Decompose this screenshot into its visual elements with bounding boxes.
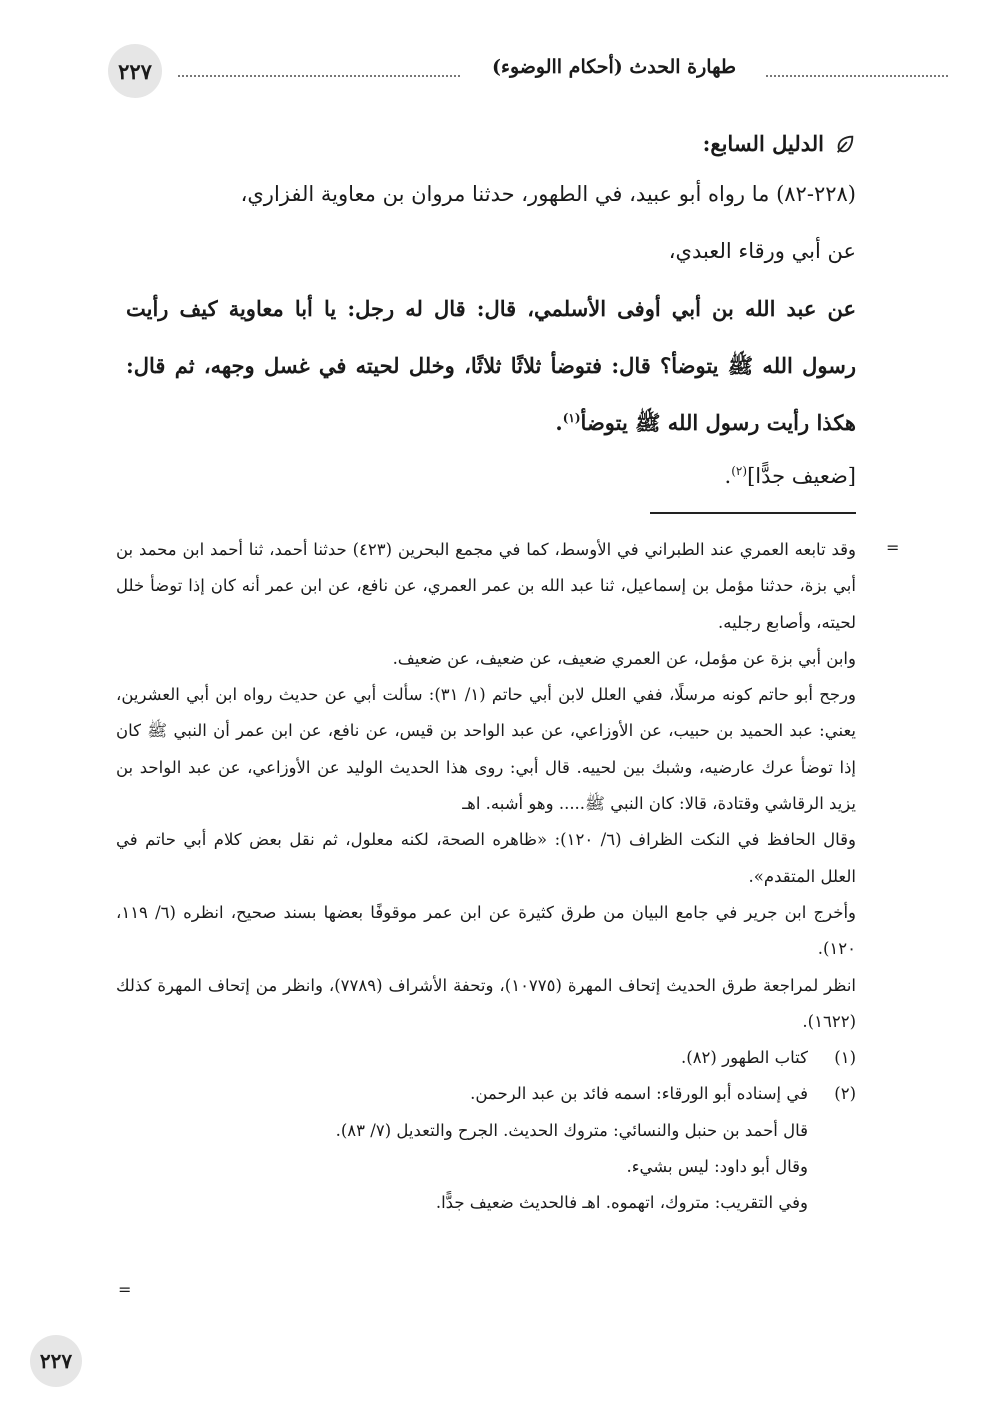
footnote-2-number: (٢) [834,1084,856,1104]
note-paragraph: وأخرج ابن جرير في جامع البيان من طرق كثيرة عن ابن عمر موقوفًا بعضها بسند صحيح، انظره (٦/ ١١٩، ١٢٠). [116,902,856,959]
grading-period: . [724,464,732,488]
footnote-2-line: وقال أبو داود: ليس بشيء. [626,1157,808,1177]
main-text [126,122,856,501]
footnote-ref-1[interactable]: (١) [562,411,581,425]
footnote-separator [650,512,856,514]
footnote-2-line: قال أحمد بن حنبل والنسائي: متروك الحديث. الجرح والتعديل (٧/ ٨٣). [335,1120,808,1140]
note-paragraph: وقد تابعه العمري عند الطبراني في الأوسط، كما في مجمع البحرين (٤٢٣) حدثنا أحمد، ثنا أحمد ابن محمد بن أبي بزة، حدثنا مؤمل بن إسماعيل، ثنا عبد الله بن عمر العمري، عن نافع، عن ابن عمر أنه كان إذا توضأ خلل لحيته، وأصابع رجليه. [116,540,856,632]
isnad-line-1: (٢٢٨-٨٢) ما رواه أبو عبيد، في الطهور، حدثنا مروان بن معاوية الفزاري، [240,182,856,206]
note-paragraph: وقال الحافظ في النكت الظراف (٦/ ١٢٠): «ظاهره الصحة، لكنه معلول، ثم نقل بعض كلام أبي حاتم في العلل المتقدم». [116,830,856,886]
section-heading [126,122,856,166]
footnote-2-text: في إسناده أبو الورقاء: اسمه فائد بن عبد الرحمن. [470,1084,808,1104]
footnote-1 [116,1040,856,1076]
hadith-period: . [555,410,563,435]
note-paragraph: وابن أبي بزة عن مؤمل، عن العمري ضعيف، عن ضعيف، عن ضعيف. [392,648,856,668]
page-header [108,44,848,100]
hadith-text [126,280,856,451]
note-paragraph: انظر لمراجعة طرق الحديث إتحاف المهرة (١٠٧٧٥)، وتحفة الأشراف (٧٧٨٩)، وانظر من إتحاف المهرة كذلك (١٦٢٢). [116,975,856,1031]
footnote-1-number: (١) [834,1048,856,1068]
note-paragraph: ورجح أبو حاتم كونه مرسلًا، ففي العلل لابن أبي حاتم (١/ ٣١): سألت أبي عن حديث رواه ابن أبي العشرين، يعني: عبد الحميد بن حبيب، عن الأوزاعي، عن عبد الواحد بن قيس، عن نافع، عن ابن عمر أن النبي ﷺ كان إذا توضأ عرك عارضيه، وشبك بين لحييه. قال أبي: روى هذا الحديث الوليد عن الأوزاعي، عن عبد الواحد بن يزيد الرقاشي وقتادة، قالا: كان النبي ﷺ..... وهو أشبه. اهـ [116,685,856,814]
footnote-2-line: وفي التقريب: متروك، اتهموه. اهـ فالحديث ضعيف جدًّا. [435,1193,808,1213]
grading [126,451,856,501]
grading-text: [ضعيف جدًّا] [747,464,856,488]
footnote-1-text: كتاب الطهور (٨٢). [681,1048,808,1068]
isnad-line-2: عن أبي ورقاء العبدي، [668,239,856,263]
footer-page-number: ٢٢٧ [30,1335,82,1387]
continuation-mark-bottom: = [118,1280,132,1299]
footnotes [116,532,856,1222]
header-dotted-rule-left [178,75,460,77]
continuation-mark-top: = [886,538,900,557]
page-number-badge: ٢٢٧ [108,44,162,98]
leaf-ornament-icon [834,133,856,155]
header-dotted-rule-right [766,75,948,77]
running-title: طهارة الحدث (أحكام االوضوء) [492,56,736,78]
hadith-body: عن عبد الله بن أبي أوفى الأسلمي، قال: قال له رجل: يا أبا معاوية كيف رأيت رسول الله ﷺ يتوضأ؟ قال: فتوضأ ثلاثًا ثلاثًا، وخلل لحيته في غسل وجهه، ثم قال: هكذا رأيت رسول الله ﷺ يتوضأ [126,296,856,435]
footnote-ref-2[interactable]: (٢) [731,464,748,478]
footnote-2 [116,1076,856,1112]
heading-text: الدليل السابع: [702,131,824,156]
